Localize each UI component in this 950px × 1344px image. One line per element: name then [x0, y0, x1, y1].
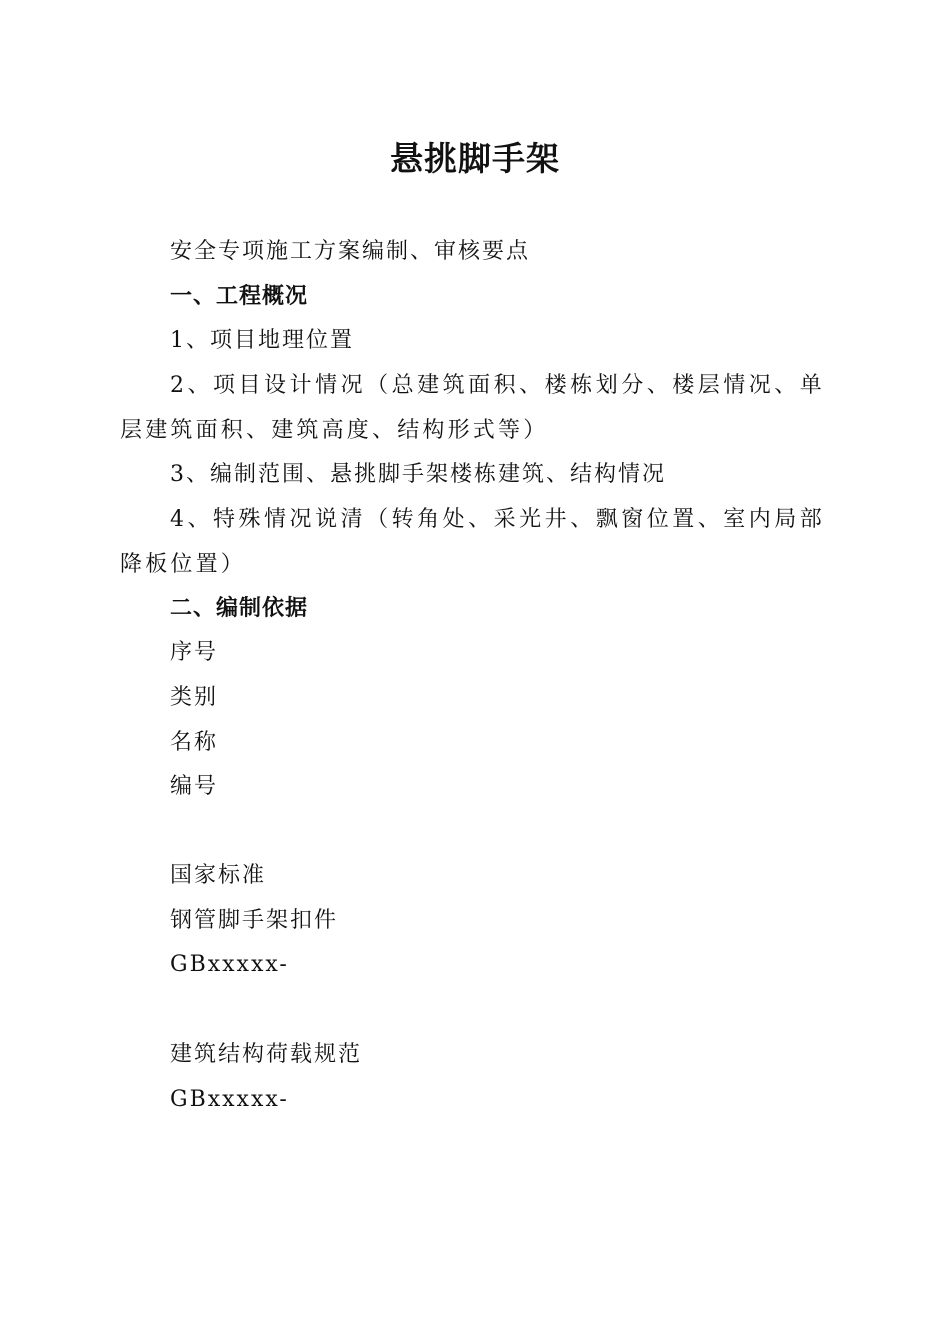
section-2-heading: 二、编制依据 [170, 596, 309, 621]
row-1-name: 钢管脚手架扣件 [170, 908, 339, 933]
row-1-code: GBxxxxx- [170, 952, 289, 977]
table-header-category: 类别 [170, 685, 219, 710]
overview-item-1: 1、项目地理位置 [170, 328, 354, 353]
table-header-name: 名称 [170, 730, 219, 755]
row-2-name: 建筑结构荷载规范 [170, 1042, 363, 1067]
table-header-index: 序号 [170, 640, 219, 665]
table-header-code: 编号 [170, 774, 219, 799]
row-2-code: GBxxxxx- [170, 1087, 289, 1112]
row-1-category: 国家标准 [170, 863, 267, 888]
section-1-heading: 一、工程概况 [170, 284, 309, 309]
document-subtitle: 安全专项施工方案编制、审核要点 [170, 239, 531, 264]
overview-item-4: 4、特殊情况说清（转角处、采光井、飘窗位置、室内局部降板位置） [120, 507, 825, 577]
overview-item-2: 2、项目设计情况（总建筑面积、楼栋划分、楼层情况、单层建筑面积、建筑高度、结构形式等） [120, 373, 825, 443]
document-title: 悬挑脚手架 [390, 139, 560, 178]
overview-item-3: 3、编制范围、悬挑脚手架楼栋建筑、结构情况 [170, 462, 666, 487]
